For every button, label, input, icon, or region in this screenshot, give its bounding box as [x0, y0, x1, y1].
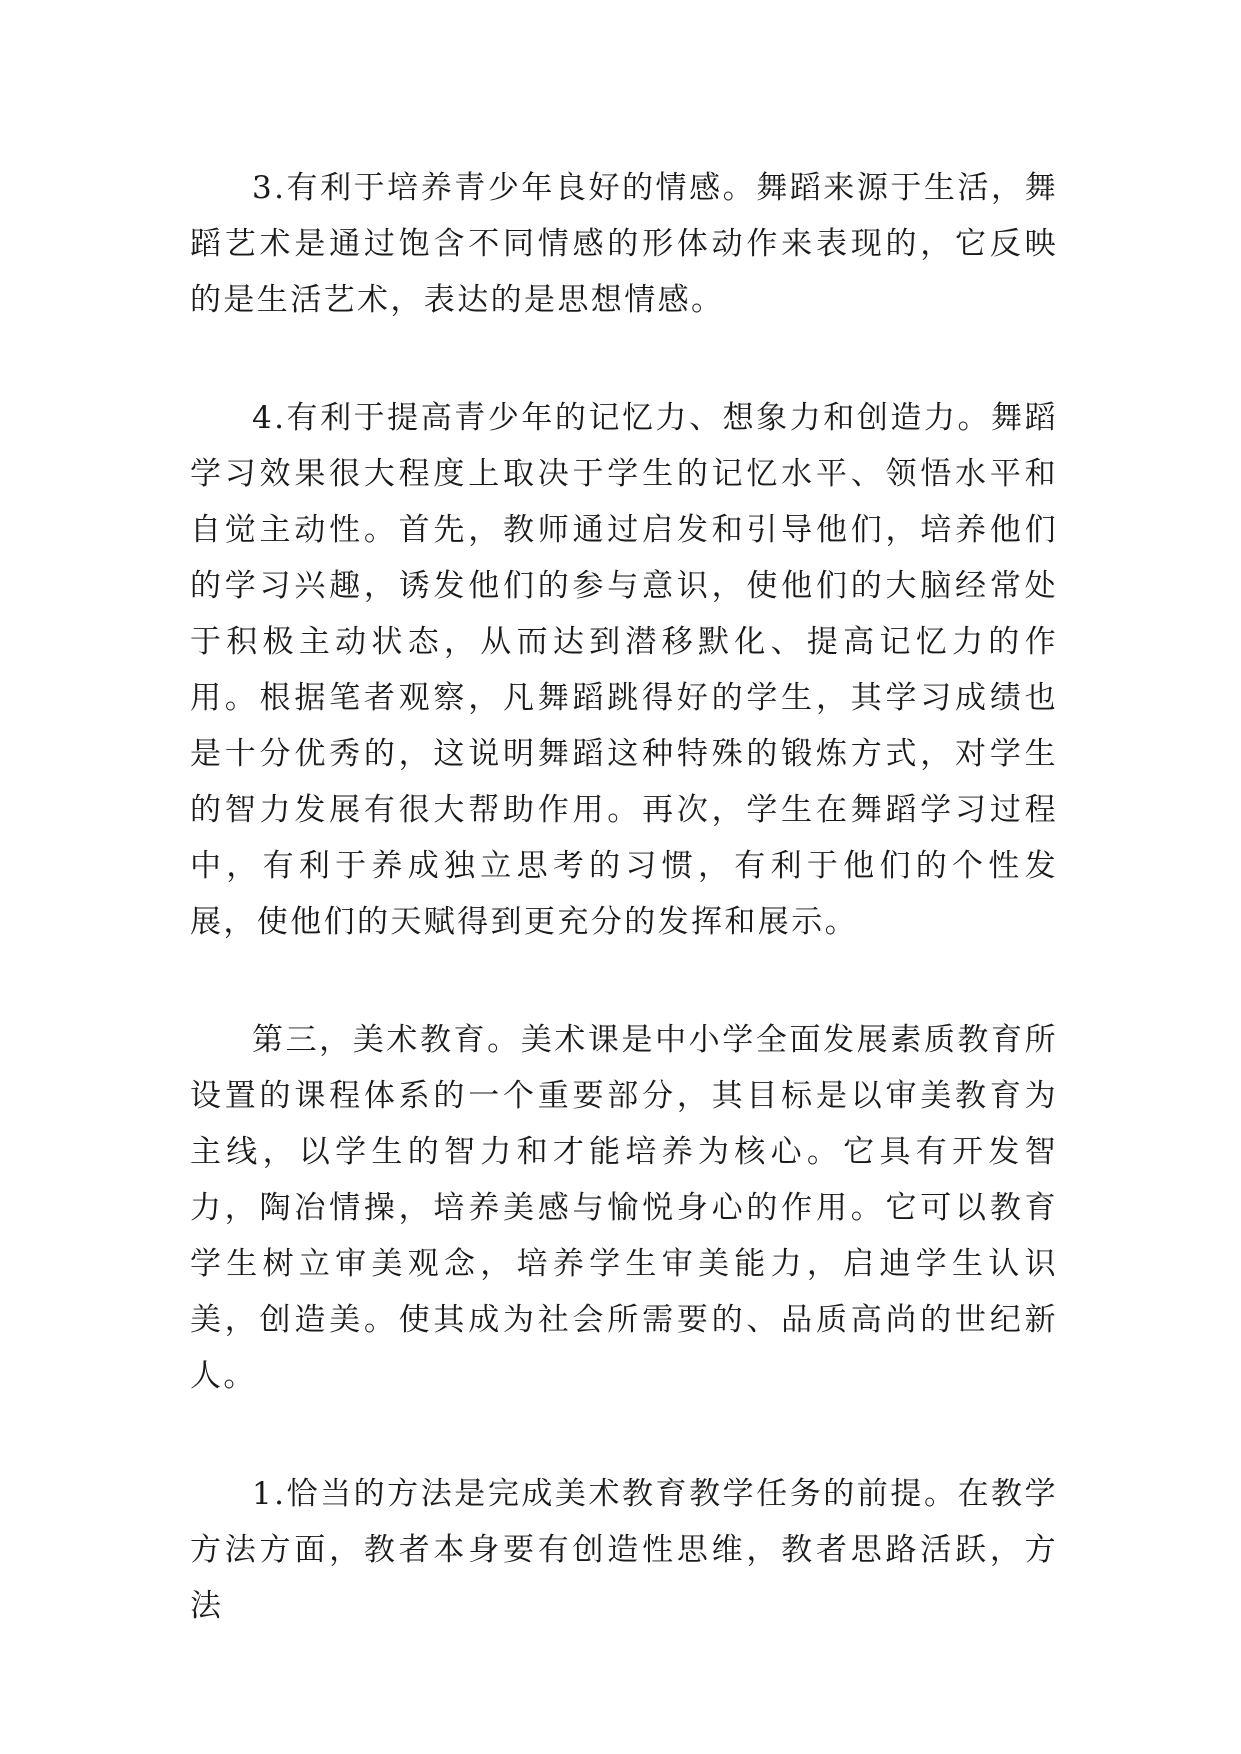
paragraph-memory: 4.有利于提高青少年的记忆力、想象力和创造力。舞蹈学习效果很大程度上取决于学生的记忆水平、领悟水平和自觉主动性。首先，教师通过启发和引导他们，培养他们的学习兴趣，诱发他们的参与意识，使他们的大脑经常处于积极主动状态，从而达到潜移默化、提高记忆力的作用。根据笔者观察，凡舞蹈跳得好的学生，其学习成绩也是十分优秀的，这说明舞蹈这种特殊的锻炼方式，对学生的智力发展有很大帮助作用。再次，学生在舞蹈学习过程中，有利于养成独立思考的习惯，有利于他们的个性发展，使他们的天赋得到更充分的发挥和展示。	[190, 400, 1058, 940]
paragraph-art-education: 第三，美术教育。美术课是中小学全面发展素质教育所设置的课程体系的一个重要部分，其目标是以审美教育为主线，以学生的智力和才能培养为核心。它具有开发智力，陶冶情操，培养美感与愉悦身心的作用。它可以教育学生树立审美观念，培养学生审美能力，启迪学生认识美，创造美。使其成为社会所需要的、品质高尚的世纪新人。	[190, 1022, 1058, 1394]
paragraph-method: 1.恰当的方法是完成美术教育教学任务的前提。在教学方法方面，教者本身要有创造性思维，教者思路活跃，方法	[190, 1476, 1058, 1624]
paragraph-emotion: 3.有利于培养青少年良好的情感。舞蹈来源于生活，舞蹈艺术是通过饱含不同情感的形体动作来表现的，它反映的是生活艺术，表达的是思想情感。	[190, 170, 1058, 318]
document-body	[190, 160, 1058, 1634]
